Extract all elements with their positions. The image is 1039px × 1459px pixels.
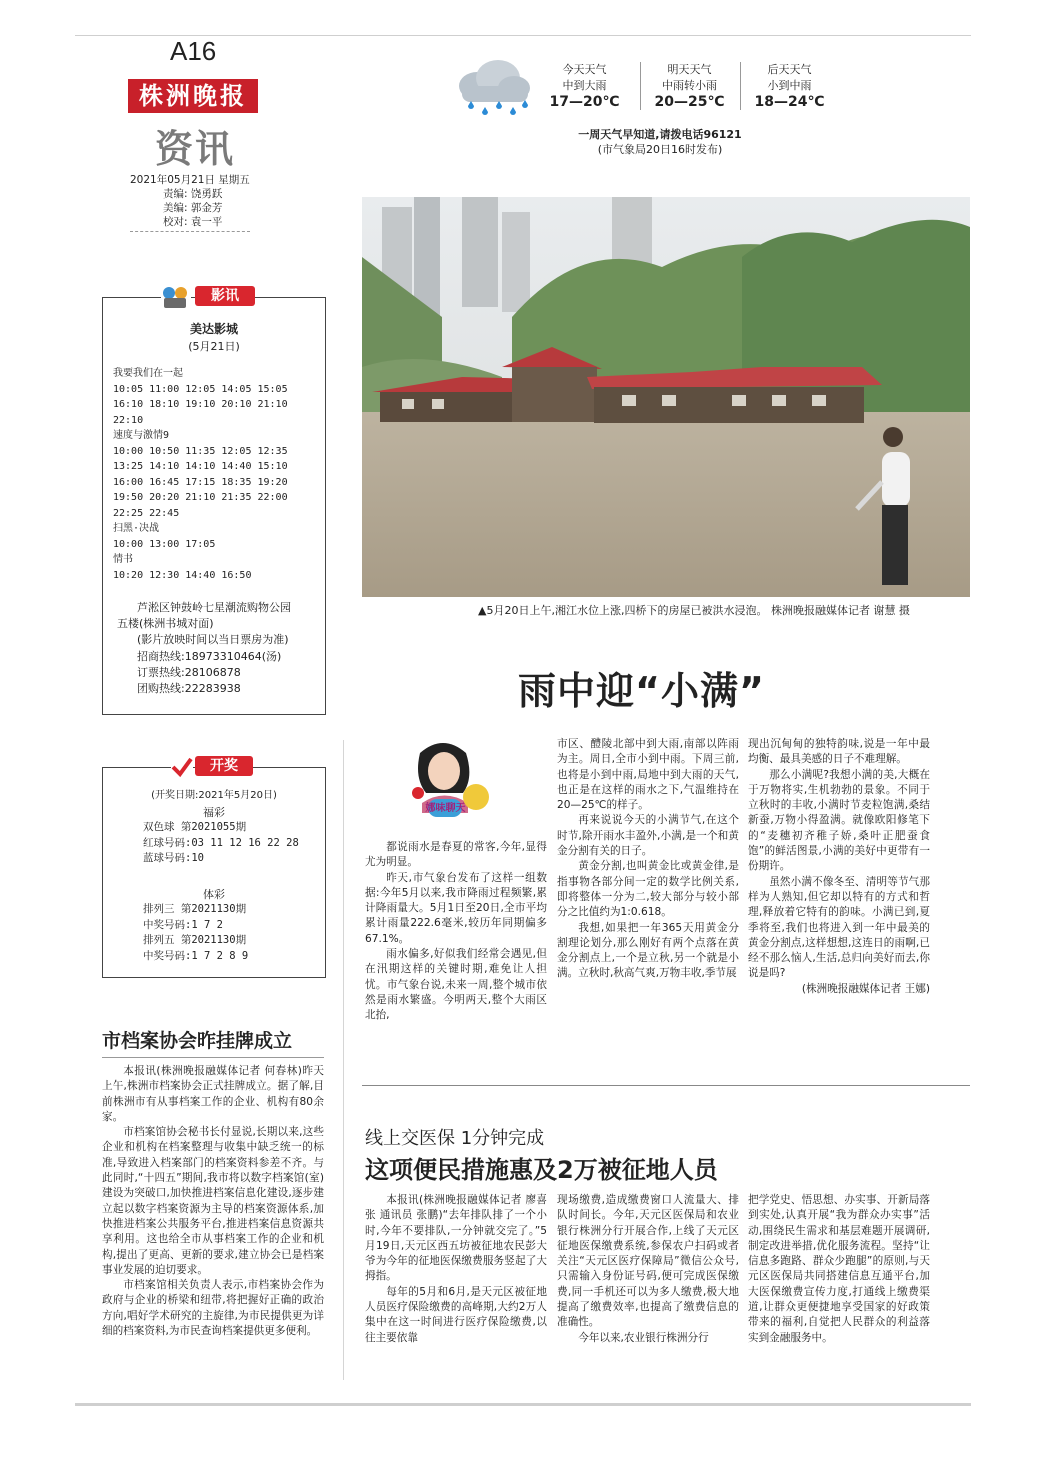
insurance-headline: 这项便民措施惠及2万被征地人员 — [365, 1156, 718, 1184]
main-article-col3: 现出沉甸甸的独特韵味,说是一年中最均衡、最具美感的日子不难理解。 那么小满呢?我想小满的美,大概在于万物将实,生机勃勃的景象。不同于立秋时的丰收,小满时节麦粒饱满,桑结新蚕,万物小得盈满。就像欧阳修笔下的“麦穗初齐稚子娇,桑叶正肥蚕食饱”的鲜活图景,小满的美好中更带有一份期许。 虽然小满不像冬至、清明等节气那样为人熟知,但它却以特有的方式和哲理,释放着它特有的韵味。小满已到,夏季将至,我们也将进入到一年中最美的黄金分割点,这样想想,这连日的雨啊,已经不那么恼人,生活,总归向美好而去,你说是吗? (株洲晚报融媒体记者 王娜) — [748, 738, 930, 995]
archive-body: 本报讯(株洲晚报融媒体记者 何春林)昨天上午,株洲市档案协会正式挂牌成立。据了解,目前株洲市有从事档案工作的企业、机构有80余家。 市档案馆协会秘书长付显说,长期以来,这些企业和机构在档案整理与收集中缺乏统一的标准,导致进入档案部门的档案资料参差不齐。与此同时,“十四五”期间,我市将以数字档案馆(室)建设为突破口,加快推进档案信息化建设,逐步建立起以数字档案资源为主导的档案资源体系,加快推进档案公共服务平台,推进档案信息资源共享利用。这也给全市从事档案工作的企业和机构,提出了更高、更新的要求,建立协会已是档案事业发展的迫切要求。 市档案馆相关负责人表示,市档案协会作为政府与企业的桥梁和纽带,将把握好正确的政治方向,唱好学术研究的主旋律,为市民提供更为详细的档案资料,为市民查询档案提供更多便利。 — [102, 1065, 324, 1338]
weather-tomorrow: 明天天气 中雨转小雨 20—25℃ — [654, 63, 725, 110]
lottery-date: (开奖日期:2021年5月20日) — [151, 790, 277, 801]
film-camera-icon — [161, 286, 191, 310]
cinema-info: 芦淞区钟鼓岭七星潮流购物公园 五楼(株洲书城对面) (影片放映时间以当日票房为准) 招商热线:18973310464(汤) 订票热线:28106878 团购热线:22283938 — [117, 601, 291, 696]
rain-cloud-icon — [452, 58, 534, 120]
editor: 责编: 饶勇跃 — [163, 188, 223, 200]
cinema-date: (5月21日) — [188, 340, 240, 353]
weather-day-after: 后天天气 小到中雨 18—24℃ — [754, 63, 825, 110]
bottom-rule — [75, 1403, 971, 1406]
weather-today: 今天天气 中到大雨 17—20℃ — [549, 63, 620, 110]
insurance-col2: 现场缴费,造成缴费窗口人流量大、排队时间长。今年,天元区医保局和农业银行株洲分行开展合作,上线了天元区征地医保缴费系统,参保农户扫码或者关注“天元区医疗保障局”微信公众号,只需输入身份证号码,便可完成医保缴费,同一手机还可以为多人缴费,极大地提高了缴费效率,也提高了缴费信息的准确性。 今年以来,农业银行株洲分行 — [557, 1194, 739, 1344]
masthead-meta — [130, 173, 250, 229]
sports-label: 体彩 — [203, 888, 225, 901]
photo-caption: ▲5月20日上午,湘江水位上涨,四桥下的房屋已被洪水浸泡。 株洲晚报融媒体记者 谢慧 摄 — [478, 604, 910, 617]
section-divider — [362, 1085, 970, 1086]
proofreader: 校对: 袁一平 — [163, 216, 223, 228]
weather-divider — [640, 62, 641, 110]
insurance-col1: 本报讯(株洲晚报融媒体记者 廖喜张 通讯员 张鹏)“去年排队排了一个小时,今年不要排队,一分钟就交完了。”5月19日,天元区西五坊被征地农民彭大爷为今年的征地医保缴费服务竖起了大拇指。 每年的5月和6月,是天元区被征地人员医疗保险缴费的高峰期,大约2万人集中在这一时间进行医疗保险缴费,以往主要依靠 — [365, 1194, 547, 1344]
weather-note: 一周天气早知道,请拨电话96121 (市气象局20日16时发布) — [578, 128, 742, 156]
paper-logo: 株洲晚报 — [128, 79, 258, 113]
main-article-col1: 都说雨水是春夏的常客,今年,显得尤为明显。 昨天,市气象台发布了这样一组数据:今年5月以来,我市降雨过程频繁,累计降雨量大。5月1日至20日,全市平均累计雨量222.6毫米,较历年同期偏多67.1%。 雨水偏多,好似我们经常会遇见,但在汛期这样的关键时期,难免让人担忧。市气象台说,未来一周,整个城市依然是雨水繁盛。今明两天,整个大雨区北抬, — [365, 841, 547, 1022]
check-icon — [171, 756, 193, 778]
column-rule — [343, 740, 344, 1380]
welfare-results: 双色球 第2021055期 红球号码:03 11 12 16 22 28 蓝球号码:10 — [143, 821, 299, 864]
divider — [102, 1057, 324, 1058]
flood-photo — [362, 197, 970, 597]
masthead-divider — [130, 231, 250, 232]
insurance-subhead: 线上交医保 1分钟完成 — [365, 1128, 545, 1149]
sports-results: 排列三 第2021130期 中奖号码:1 7 2 排列五 第2021130期 中奖号码:1 7 2 8 9 — [143, 903, 249, 962]
archive-headline: 市档案协会昨挂牌成立 — [102, 1030, 293, 1052]
designer: 美编: 郭金芳 — [163, 202, 223, 214]
lottery-box — [102, 758, 326, 978]
weather-divider — [740, 62, 741, 110]
insurance-col3: 把学党史、悟思想、办实事、开新局落到实处,认真开展“我为群众办实事”活动,围绕民生需求和基层难题开展调研,制定改进举措,优化服务流程。坚持“让信息多跑路、群众少跑腿”的原则,与天元区医保局共同搭建信息互通平台,加大医保缴费宣传力度,打通线上缴费渠道,让群众更便捷地享受国家的好政策带来的福利,自觉把人民群众的利益落实到金融服务中。 — [748, 1194, 930, 1344]
cinema-name: 美达影城 — [189, 322, 238, 336]
showtimes: 我要我们在一起 10:05 11:00 12:05 14:05 15:05 16:10 18:10 19:10 20:10 21:10 22:10 速度与激情9 10:00 10:50 11:35 12:05 12:35 13:25 14:10 14:10 14:40 15:10 16:00 16:45 17:15 18:35 19:20 19:50 20:20 21:10 21:35 22:00 22:25 22:45 扫黑·决战 10:00 13:00 17:05 情书 10:20 12:30 14:40 16:50 — [113, 368, 288, 581]
cinema-box — [102, 288, 326, 715]
cinema-tag: 影讯 — [195, 286, 255, 306]
date-line: 2021年05月21日 星期五 — [130, 174, 250, 186]
section-title: 资讯 — [155, 126, 236, 171]
main-article-col2: 市区、醴陵北部中到大雨,南部以阵雨为主。周日,全市小到中雨。下周三前,也将是小到中雨,局地中到大雨的天气,也正是在这样的雨水之下,气温维持在20—25℃的样子。 再来说说今天的小满节气,在这个时节,除开雨水丰盈外,小满,是一个和黄金分割有关的日子。 黄金分割,也叫黄金比或黄金律,是指事物各部分间一定的数学比例关系,即将整体一分为二,较大部分与较小部分之比值约为1:0.618。 我想,如果把一年365天用黄金分割理论划分,那么刚好有两个点落在黄金分割点上,一个是立秋,另一个就是小满。立秋时,秋高气爽,万物丰收,季节展 — [557, 738, 739, 980]
lottery-tag: 开奖 — [195, 756, 253, 776]
page-number: A16 — [170, 36, 217, 66]
columnist-label: 娜味聊天 — [425, 803, 466, 814]
main-headline: 雨中迎“小满” — [518, 669, 765, 713]
columnist-avatar — [398, 733, 493, 833]
welfare-label: 福彩 — [203, 806, 225, 819]
